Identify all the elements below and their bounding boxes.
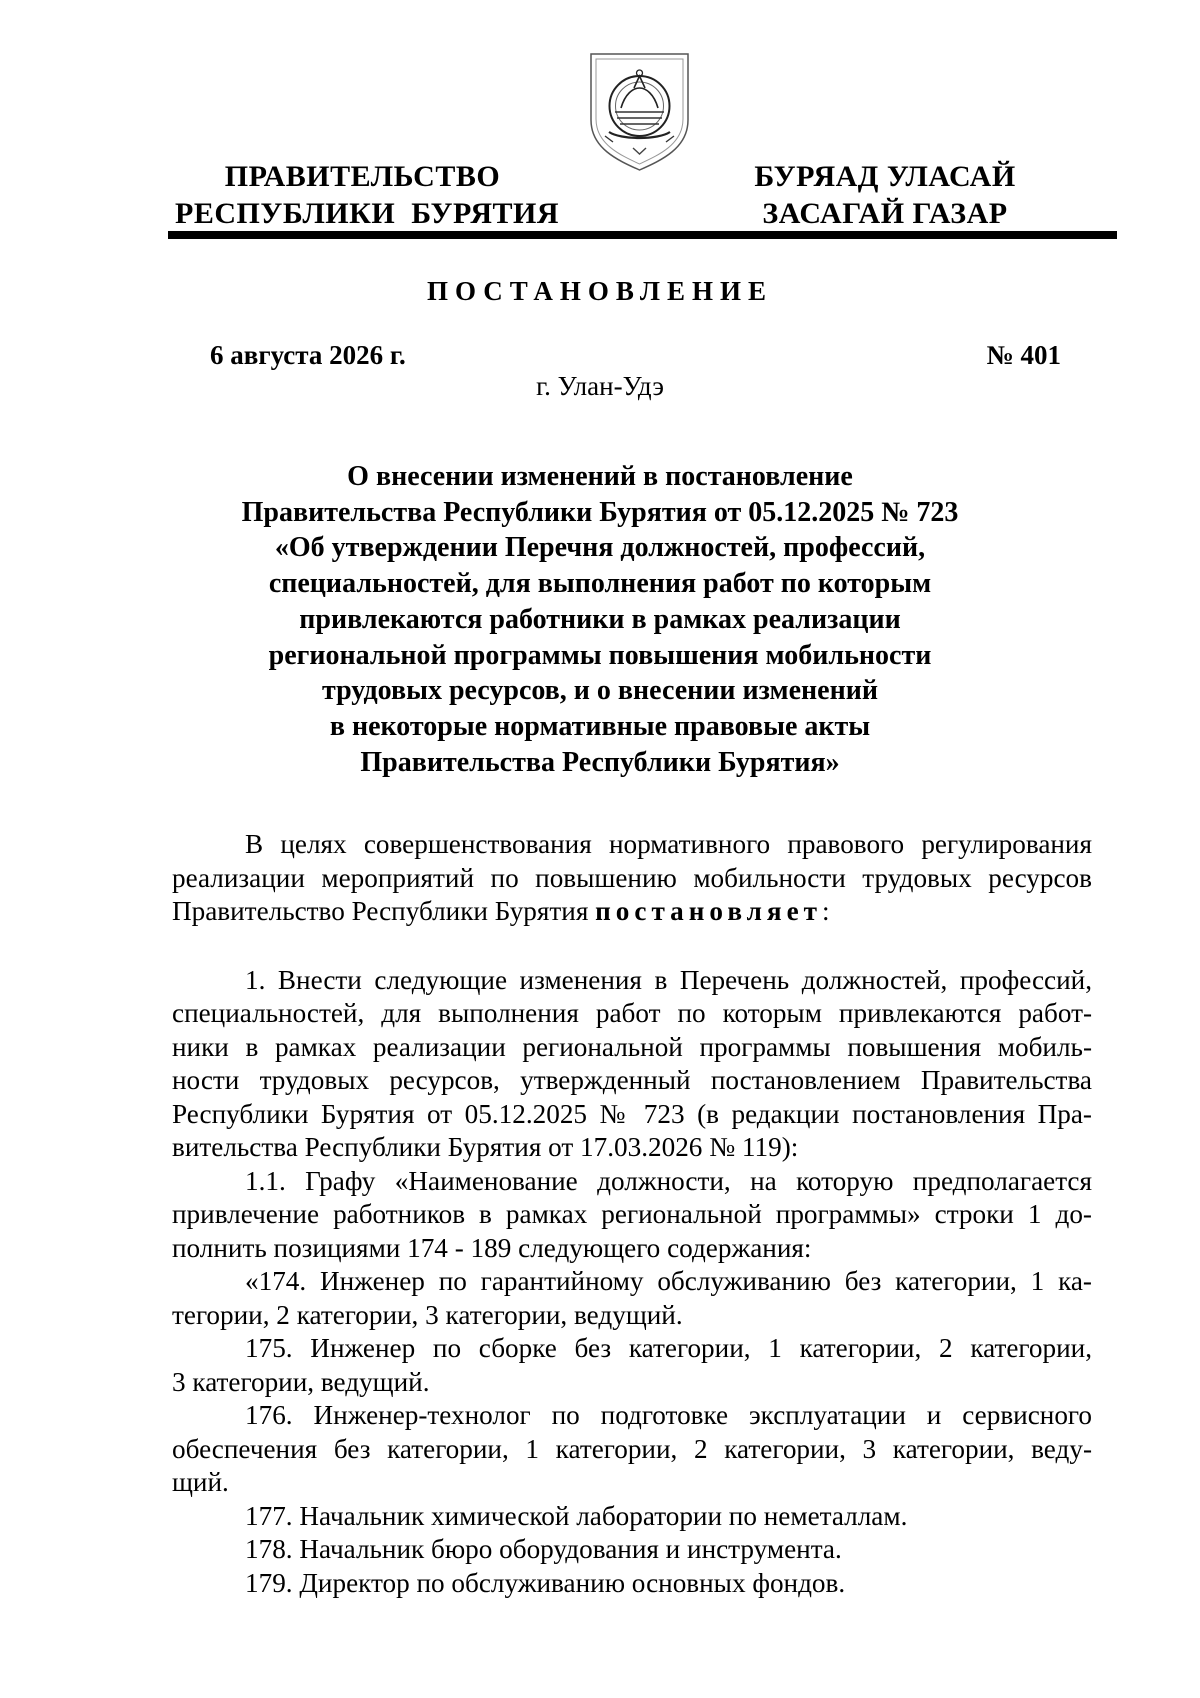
title-line: О внесении изменений в постановление — [347, 461, 853, 492]
body-line: ники в рамках реализации региональной программы повышения мобиль- — [172, 1031, 1092, 1062]
body-line: привлечение работников в рамках региональной программы» строки 1 до- — [172, 1199, 1092, 1229]
header-divider — [168, 231, 1117, 239]
document-city: г. Улан-Удэ — [536, 371, 664, 401]
body-line: В целях совершенствования нормативного правового регулирования — [245, 829, 1092, 859]
body-line: 1. Внести следующие изменения в Перечень должностей, профессий, — [245, 964, 1092, 995]
body-line: тегории, 2 категории, 3 категории, ведущий. — [172, 1299, 683, 1330]
resolves-word: постановляет — [595, 896, 823, 926]
list-item — [172, 1265, 1092, 1332]
body-text: Правительство Республики Бурятия — [172, 896, 596, 926]
body-line: 3 категории, ведущий. — [172, 1366, 430, 1397]
title-line: привлекаются работники в рамках реализации — [299, 603, 901, 635]
body-line: ности трудовых ресурсов, утвержденный постановлением Правительства — [172, 1065, 1092, 1095]
issuer-name-russian-line1: ПРАВИТЕЛЬСТВО — [224, 160, 501, 193]
title-line: Правительства Республики Бурятия от 05.12.2025 № 723 — [241, 496, 959, 528]
body-line: специальностей, для выполнения работ по которым привлекаются работ- — [172, 998, 1092, 1028]
document-body — [172, 828, 1092, 1600]
body-line: 1.1. Графу «Наименование должности, на которую предполагается — [245, 1165, 1092, 1196]
title-line: в некоторые нормативные правовые акты — [329, 710, 871, 742]
body-line: Республики Бурятия от 05.12.2025 № 723 (в редакции постановления Пра- — [172, 1098, 1092, 1129]
document-type: ПОСТАНОВЛЕНИЕ — [426, 276, 774, 306]
issuer-name-buryat-line1: БУРЯАД УЛАСАЙ — [754, 160, 1016, 193]
title-line: «Об утверждении Перечня должностей, профессий, — [274, 532, 926, 564]
issuer-name-russian-line2: РЕСПУБЛИКИ БУРЯТИЯ — [175, 197, 560, 230]
title-line: специальностей, для выполнения работ по которым — [268, 568, 932, 600]
body-line: обеспечения без категории, 1 категории, 2 категории, 3 категории, веду- — [172, 1433, 1092, 1464]
list-item: 178. Начальник бюро оборудования и инструмента. — [245, 1534, 842, 1564]
body-line: полнить позициями 174 - 189 следующего содержания: — [172, 1232, 812, 1263]
body-text: : — [822, 896, 830, 926]
document-title — [150, 459, 1050, 780]
title-line: трудовых ресурсов, и о внесении изменений — [321, 675, 878, 707]
body-line: реализации мероприятий по повышению мобильности трудовых ресурсов — [172, 862, 1092, 893]
title-line: региональной программы повышения мобильности — [268, 639, 932, 671]
body-line: вительства Республики Бурятия от 17.03.2026 № 119): — [172, 1132, 799, 1162]
preamble-paragraph — [172, 828, 1092, 929]
paragraph-1-1 — [172, 1165, 1092, 1266]
body-line: щий. — [172, 1467, 229, 1497]
list-item: 179. Директор по обслуживанию основных фондов. — [245, 1567, 846, 1598]
body-line: 176. Инженер-технолог по подготовке эксплуатации и сервисного — [245, 1400, 1092, 1430]
list-item — [172, 1399, 1092, 1500]
body-line: «174. Инженер по гарантийному обслуживанию без категории, 1 ка- — [245, 1266, 1092, 1296]
document-date: 6 августа 2026 г. — [210, 340, 406, 370]
title-line: Правительства Республики Бурятия» — [360, 746, 840, 778]
paragraph-gap — [172, 929, 1092, 964]
issuer-name-buryat-line2: ЗАСАГАЙ ГАЗАР — [762, 197, 1008, 230]
body-line — [172, 895, 1092, 929]
paragraph-1 — [172, 964, 1092, 1165]
coat-of-arms-icon — [587, 48, 692, 173]
issuer-name-buryat — [745, 158, 1025, 232]
body-line: 175. Инженер по сборке без категории, 1 категории, 2 категории, — [245, 1333, 1092, 1363]
list-item — [172, 1332, 1092, 1399]
document-number: № 401 — [986, 340, 1061, 370]
list-item: 177. Начальник химической лаборатории по неметаллам. — [245, 1500, 908, 1531]
issuer-name-russian — [175, 158, 560, 232]
